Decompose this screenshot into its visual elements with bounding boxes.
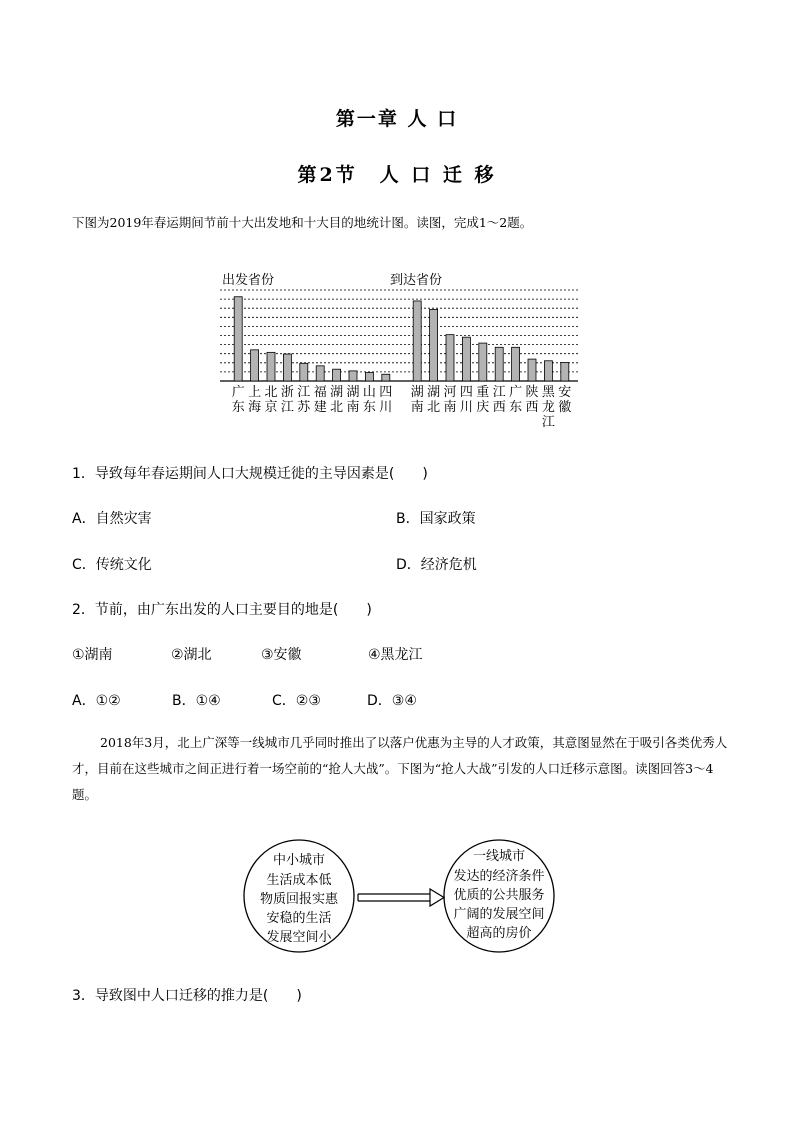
bar-广东 [512,347,520,381]
bar-陕西 [528,359,536,381]
section-title: 第2节 人 口 迁 移 [297,164,497,186]
bar-江苏 [300,363,308,381]
chart-tick-labels [232,384,572,430]
q2-option-a: A．①② [72,693,121,709]
right-line-0: 一线城市 [472,849,526,864]
q1-option-c: C．传统文化 [72,557,152,573]
bar-福建 [316,366,324,381]
chart-title-departure: 出发省份 [222,273,275,288]
left-line-3: 安稳的生活 [266,911,332,926]
tick-label-四川: 四川 [379,385,393,415]
bar-上海 [251,350,259,381]
tick-label-湖北: 湖北 [427,385,441,415]
tick-label-广东: 广东 [509,385,523,415]
q3-stem: 3．导致图中人口迁移的推力是( ) [72,988,302,1004]
bar-广东 [234,297,242,381]
intro-text: 下图为2019年春运期间节前十大出发地和十大目的地统计图。读图，完成1～2题。 [72,215,533,230]
bar-湖南 [349,371,357,381]
migration-bar-chart [210,262,590,437]
tick-label-广东: 广东 [231,385,245,415]
left-line-1: 生活成本低 [266,873,332,888]
q2-option-d: D．③④ [367,693,417,709]
tick-label-上海: 上海 [248,385,262,415]
right-line-3: 广阔的发展空间 [453,907,545,922]
bar-山东 [365,373,373,381]
migration-arrow [358,889,444,906]
q2-item-1: ①湖南 [72,647,113,663]
left-line-4: 发展空间小 [266,930,332,945]
q2-option-c: C．②③ [272,693,321,709]
tick-label-黑龙江: 黑龙江 [541,385,555,430]
tick-label-四川: 四川 [459,385,473,415]
tick-label-山东: 山东 [362,385,376,415]
bar-黑龙江 [544,361,552,381]
q1-option-a: A．自然灾害 [72,511,152,527]
tick-label-湖南: 湖南 [410,385,424,415]
tick-label-浙江: 浙江 [280,385,294,415]
bar-河南 [446,335,454,381]
q2-item-2: ②湖北 [171,647,212,663]
right-line-1: 发达的经济条件 [453,869,545,884]
left-line-2: 物质回报实惠 [259,892,339,907]
chart-title-arrival: 到达省份 [390,273,443,288]
tick-label-河南: 河南 [443,385,457,415]
tick-label-北京: 北京 [264,385,278,415]
bar-湖南 [413,301,421,381]
left-line-0: 中小城市 [272,853,326,868]
q1-option-d: D．经济危机 [396,557,477,573]
tick-label-江苏: 江苏 [297,385,311,415]
tick-label-陕西: 陕西 [525,385,539,415]
right-line-2: 优质的公共服务 [453,888,545,903]
bar-重庆 [479,343,487,381]
tick-label-重庆: 重庆 [476,385,490,415]
tick-label-江西: 江西 [492,385,506,415]
migration-diagram [240,838,580,964]
tick-label-福建: 福建 [313,385,327,415]
q1-option-b: B．国家政策 [396,511,476,527]
bar-四川 [462,337,470,381]
bar-四川 [382,374,390,381]
right-line-4: 超高的房价 [466,926,532,941]
q2-option-b: B．①④ [172,693,221,709]
q1-stem: 1．导致每年春运期间人口大规模迁徙的主导因素是( ) [72,466,428,482]
tick-label-安徽: 安徽 [558,385,572,415]
chart-bars [234,297,569,381]
bar-浙江 [283,354,291,381]
q2-item-3: ③安徽 [261,647,302,663]
bar-江西 [495,347,503,381]
q2-stem: 2．节前，由广东出发的人口主要目的地是( ) [72,602,372,618]
bar-北京 [267,352,275,381]
q2-item-4: ④黑龙江 [368,647,423,663]
chapter-title: 第一章 人 口 [335,108,459,130]
tick-label-湖南: 湖南 [346,385,360,415]
bar-安徽 [561,362,569,381]
tick-label-湖北: 湖北 [330,385,344,415]
bar-湖北 [333,369,341,381]
bar-湖北 [430,309,438,381]
passage-text: 2018年3月，北上广深等一线城市几乎同时推出了以落户优惠为主导的人才政策，其意图显然在于吸引各类优秀人才，目前在这些城市之间正进行着一场空前的“抢人大战”。下图为“抢人大战”引发的人口迁移示意图。读图回答3～4题。 [72,735,728,802]
